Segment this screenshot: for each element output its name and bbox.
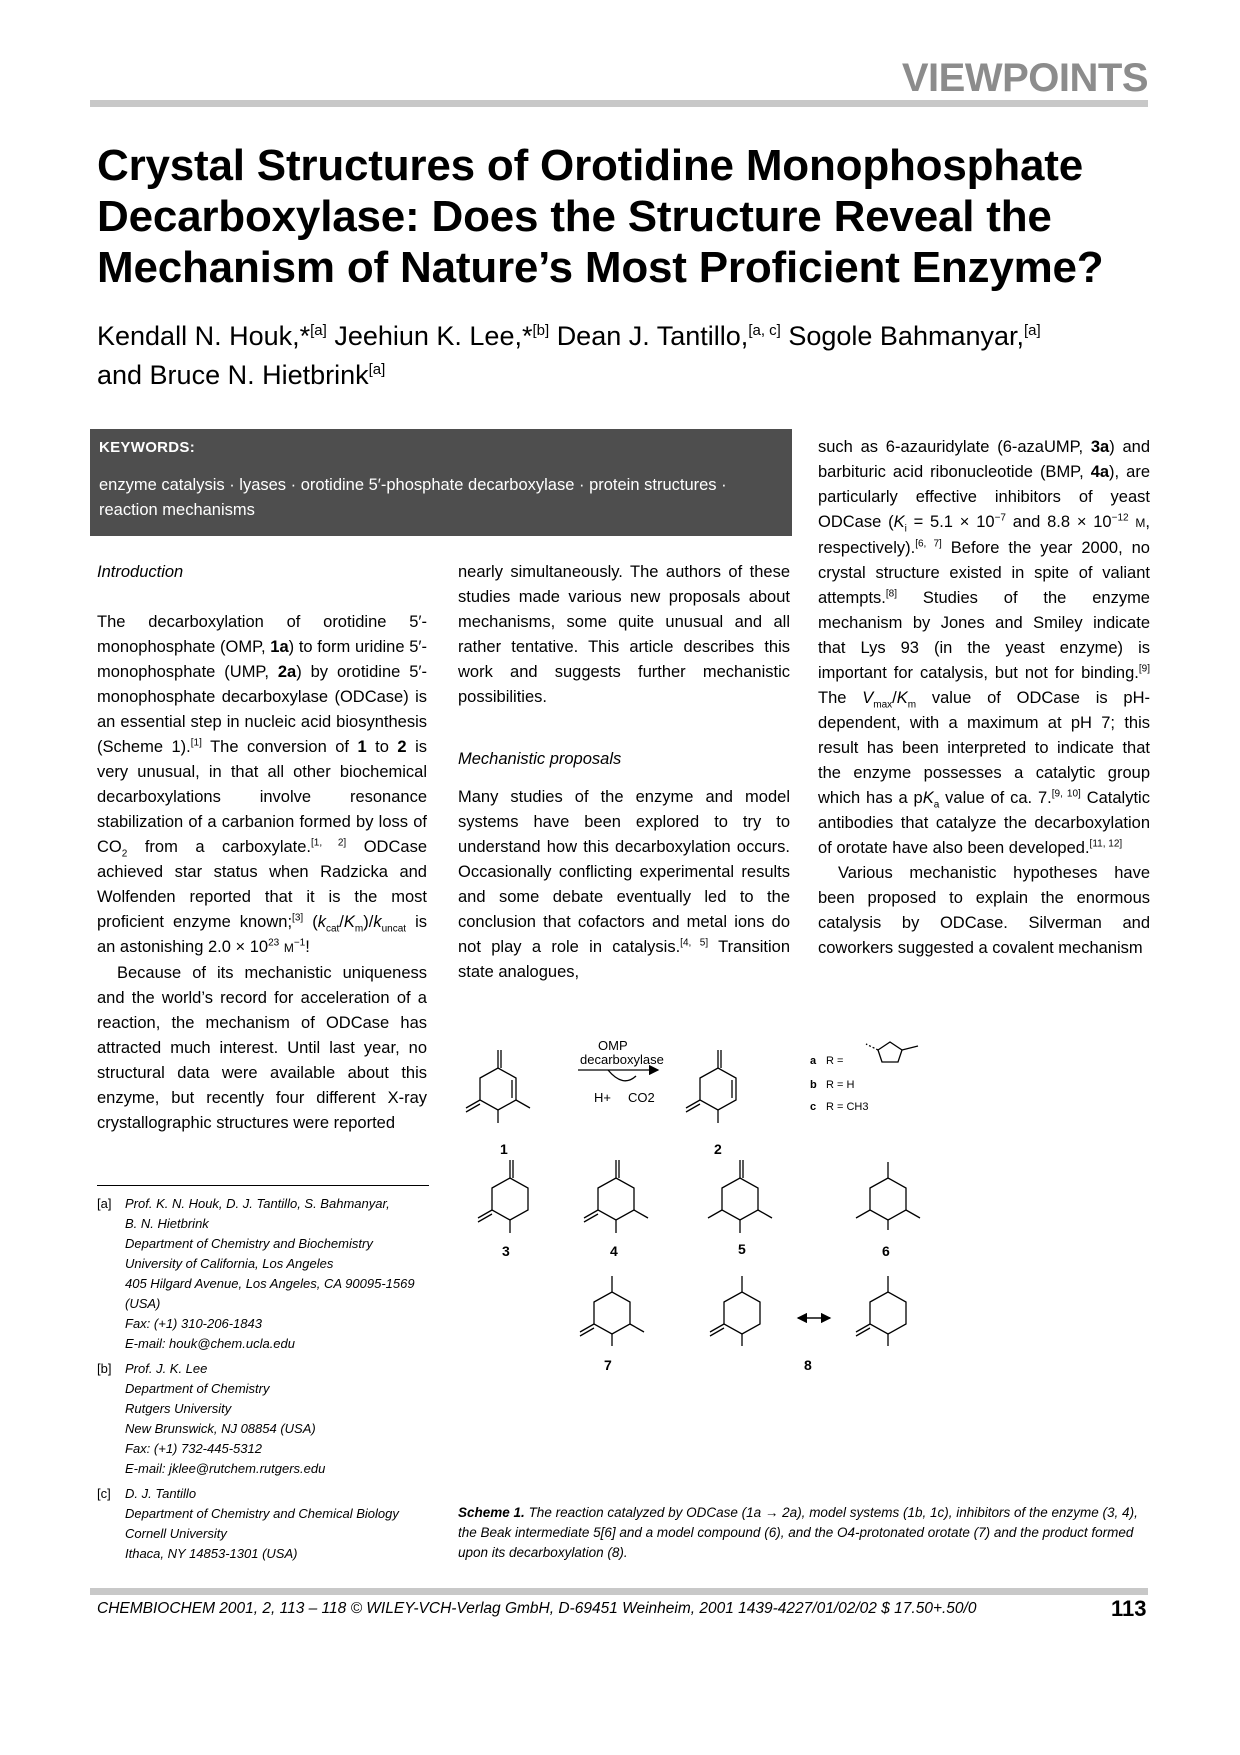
compound-number: 2 [714,1141,722,1157]
compound-5-structure [708,1160,772,1233]
compound-8-structure-a [710,1276,760,1346]
affiliation-line: Prof. J. K. Lee [125,1361,208,1376]
body-column-2 [458,560,790,985]
affiliation-a [97,1194,437,1354]
ribose-phosphate-structure [866,1042,918,1062]
affiliation-line: (USA) [125,1296,161,1311]
affiliation-line: Department of Chemistry [125,1381,270,1396]
r-def-text: R = H [826,1079,855,1091]
compound-number: 8 [804,1357,812,1373]
caption-text: The reaction catalyzed by ODCase (1a → 2a), model systems (1b, 1c), inhibitors of the enzyme (3, 4), the Beak intermediate 5[6] and a model compound (6), and the O4-protonated orotate (7) and the product formed upon its decarboxylation (8). [458,1505,1138,1560]
affiliation-line: Ithaca, NY 14853-1301 (USA) [125,1546,298,1561]
footer-citation: CHEMBIOCHEM 2001, 2, 113 – 118 © WILEY-VCH-Verlag GmbH, D-69451 Weinheim, 2001 1439-4227/01/02/02 $ 17.50+.50/0 [97,1600,977,1617]
co2-label: CO2 [628,1090,655,1105]
author-name: Dean J. Tantillo, [556,321,749,351]
affiliation-line: Fax: (+1) 732-445-5312 [125,1441,262,1456]
compound-number: 6 [882,1243,890,1259]
affiliation-line: 405 Hilgard Avenue, Los Angeles, CA 90095-1569 [125,1276,415,1291]
affiliation-line: Prof. K. N. Houk, D. J. Tantillo, S. Bahmanyar, [125,1196,390,1211]
compound-number: 5 [738,1241,746,1257]
affiliation-email[interactable]: E-mail: houk@chem.ucla.edu [125,1336,295,1351]
affiliations [97,1194,437,1569]
compound-7-structure [580,1276,644,1346]
affiliation-label: [b] [97,1361,112,1376]
body-paragraph: nearly simultaneously. The authors of these studies made various new proposals about mechanisms, some quite unusual and all rather tentative. This article describes this work and suggests further mechanistic possibilities. [458,563,790,706]
header-rule [90,100,1148,107]
section-label: VIEWPOINTS [901,56,1148,100]
title-line: Decarboxylase: Does the Structure Reveal the [97,192,1052,241]
article-title [97,140,1157,293]
compound-8-structure-b [856,1276,906,1346]
scheme-caption [458,1503,1150,1563]
r-def-letter: b [810,1079,817,1091]
compound-number: 3 [502,1243,510,1259]
caption-label: Scheme 1. [458,1505,525,1520]
affiliation-line: Cornell University [125,1526,227,1541]
title-line: Crystal Structures of Orotidine Monophosphate [97,141,1083,190]
keywords-title: KEYWORDS: [99,439,196,456]
affiliation-line: D. J. Tantillo [125,1486,197,1501]
author-name: Kendall N. Houk,* [97,321,311,351]
title-line: Mechanism of Nature’s Most Proficient Enzyme? [97,243,1104,292]
affiliation-line: Department of Chemistry and Chemical Biology [125,1506,399,1521]
compound-3-structure [478,1160,528,1233]
affiliation-c [97,1484,437,1564]
body-column-1 [97,560,427,1136]
footer-rule [90,1588,1148,1595]
affiliation-line: Rutgers University [125,1401,232,1416]
author-affil: [a] [310,322,327,339]
compound-number: 4 [610,1243,618,1259]
section-heading-introduction: Introduction [97,563,184,581]
section-heading-mechanistic: Mechanistic proposals [458,750,622,768]
body-paragraph: such as 6-azauridylate (6-azaUMP, 3a) and barbituric acid ribonucleotide (BMP, 4a), are particularly effective inhibitors of yeast ODCase ($K_i = 5.1 \times 10^{-7}$ and $8.8 \times 10^{-12}$ M, respectively).[6, 7] Before the year 2000, no crystal structure existed in spite of valiant attempts.[8] Studies of the enzyme mechanism by Jones and Smiley indicate that Lys 93 (in the yeast enzyme) is important for catalysis, but not for binding.[9] The $V_{max}/K_m$ value of ODCase is pH-dependent, with a maximum at pH 7; this result has been interpreted to indicate that the enzyme possesses a catalytic group which has a $pK_a$ value of ca. 7.[9, 10] Catalytic antibodies that catalyze the decarboxylation of orotate have also been developed.[11, 12] [818,438,1151,857]
compound-1-structure [466,1050,530,1123]
affiliation-line: B. N. Hietbrink [125,1216,209,1231]
author-affil: [a] [368,361,386,378]
compound-4-structure [584,1160,648,1233]
proton-label: H+ [594,1090,611,1105]
author-affil: [a] [1024,322,1041,339]
affiliation-label: [a] [97,1196,112,1211]
r-def-letter: a [810,1055,817,1067]
affiliation-line: Fax: (+1) 310-206-1843 [125,1316,262,1331]
enzyme-label: OMP [598,1038,628,1053]
r-def-text: R = [826,1055,844,1067]
page-number: 113 [1111,1596,1147,1621]
co2-loss-arrow [608,1070,636,1081]
affiliation-rule [97,1185,429,1186]
r-def-letter: c [810,1101,817,1113]
body-paragraph: Various mechanistic hypotheses have been proposed to explain the enormous catalysis by ODCase. Silverman and coworkers suggested a covalent mechanism [818,864,1150,957]
body-paragraph: Because of its mechanistic uniqueness and the world’s record for acceleration of a reaction, the mechanism of ODCase has attracted much interest. Until last year, no structural data were available about this enzyme, but recently four different X-ray crystallographic structures were reported [97,964,427,1132]
affiliation-line: Department of Chemistry and Biochemistry [125,1236,373,1251]
enzyme-label: decarboxylase [580,1052,664,1067]
author-affil: [a, c] [748,322,781,339]
scheme-1-figure [458,1028,1150,1498]
r-def-text: R = CH3 [826,1101,869,1113]
body-paragraph: The decarboxylation of orotidine 5′-monophosphate (OMP, 1a) to form uridine 5′-monophosphate (UMP, 2a) by orotidine 5′-monophosphate decarboxylase (ODCase) is an essential step in nucleic acid biosynthesis (Scheme 1).[1] The conversion of 1 to 2 is very unusual, in that all other biochemical decarboxylations involve resonance stabilization of a carbanion formed by loss of $CO_2$ from a carboxylate.[1, 2] ODCase achieved star status when Radzicka and Wolfenden reported that it is the most proficient enzyme known;[3] $(k_{cat}/K_m)/k_{uncat}$ is an astonishing $2.0 \times 10^{23}$ $M^{-1}$! [97,613,427,956]
affiliation-b [97,1359,437,1479]
affiliation-email[interactable]: E-mail: jklee@rutchem.rutgers.edu [125,1461,326,1476]
compound-number: 7 [604,1357,612,1373]
body-column-3 [818,435,1150,961]
author-name: Sogole Bahmanyar, [788,321,1025,351]
compound-number: 1 [500,1141,508,1157]
body-paragraph: Many studies of the enzyme and model systems have been explored to try to understand how this decarboxylation occurs. Occasionally conflicting experimental results and some debate eventually led to the conclusion that cofactors and metal ions do not play a role in catalysis.[4, 5] Transition state analogues, [458,788,790,981]
keywords-list: enzyme catalysis · lyases · orotidine 5′-phosphate decarboxylase · protein structures · reaction mechanisms [99,476,727,519]
author-affil: [b] [532,322,550,339]
affiliation-label: [c] [97,1486,111,1501]
author-list [97,317,1157,395]
keywords-box [90,429,792,536]
author-name: and Bruce N. Hietbrink [97,360,369,390]
compound-2-structure [686,1050,736,1123]
affiliation-line: New Brunswick, NJ 08854 (USA) [125,1421,316,1436]
author-name: Jeehiun K. Lee,* [334,321,533,351]
affiliation-line: University of California, Los Angeles [125,1256,334,1271]
compound-6-structure [856,1162,920,1230]
